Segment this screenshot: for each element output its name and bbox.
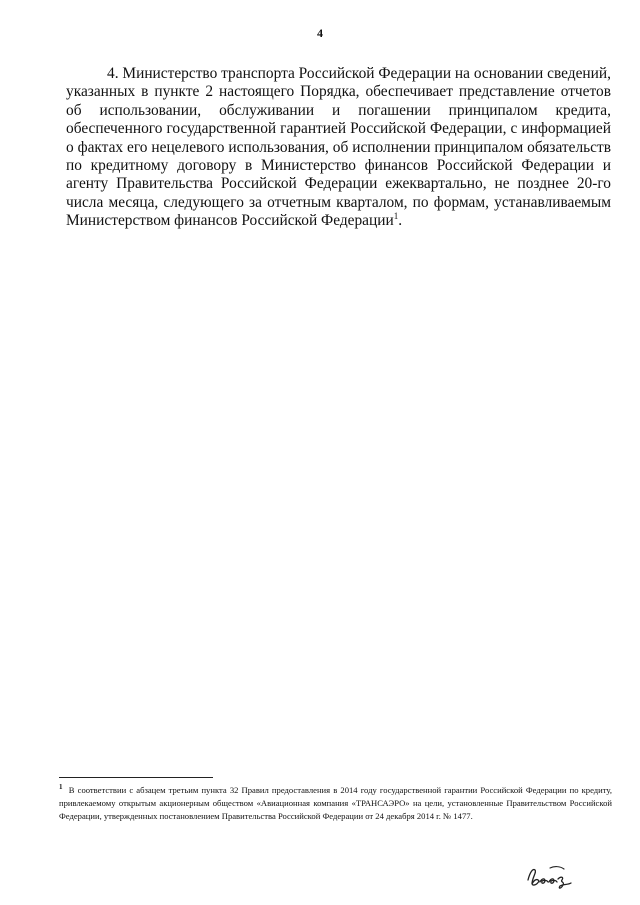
footnote-text: В соответствии с абзацем третьим пункта 32 Правил предоставления в 2014 году государственной гарантии Российской Федерации по кредиту, привлекаемому открытым акционерным обществом «Авиационная компания «ТРАНСАЭРО» на цели, установленные Правительством Российской Федерации, утвержденных постановлением Правительства Российской Федерации от 24 декабря 2014 г. № 1477. [59,785,612,822]
handwritten-initials [524,858,580,894]
footnote-separator [59,777,213,778]
page-number: 4 [317,26,323,40]
paragraph-text: 4. Министерство транспорта Российской Федерации на основании сведений, указанных в пункте 2 настоящего Порядка, обеспечивает представление отчетов об использовании, обслуживании и погашении принципалом кредита, обеспеченного государственной гарантией Российской Федерации, с информацией о фактах его нецелевого использования, об исполнении принципалом обязательств по кредитному договору в Министерство финансов Российской Федерации и агенту Правительства Российской Федерации ежеквартально, не позднее 20-го числа месяца, следующего за отчетным кварталом, по формам, устанавливаемым Министерством финансов Российской Федерации [66,65,611,230]
footnote-reference[interactable]: 1 [393,211,399,222]
paragraph-end: . [398,212,403,230]
footnote-marker: 1 [59,783,63,792]
footnote [59,784,612,824]
main-paragraph [66,65,611,231]
